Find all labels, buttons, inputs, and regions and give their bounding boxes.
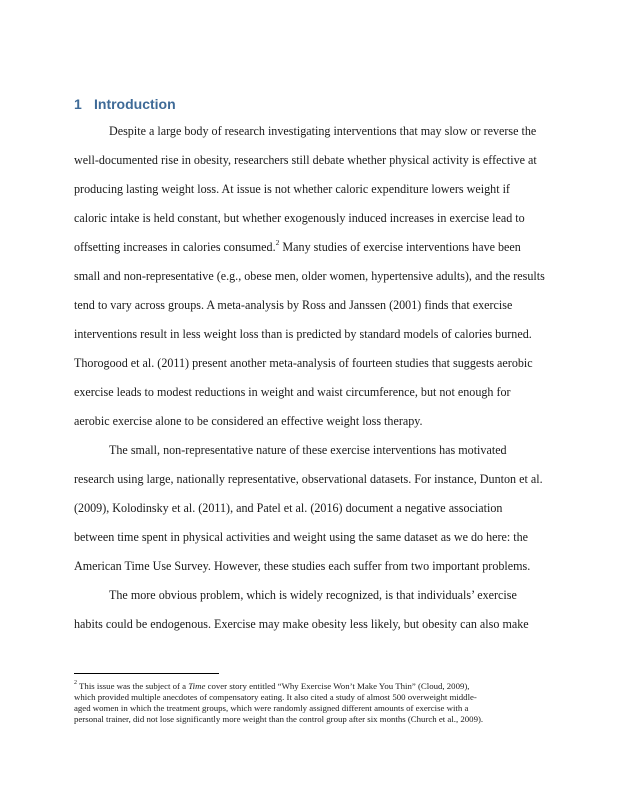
footnote-text: cover story entitled “Why Exercise Won’t Make You Thin” (Cloud, 2009),: [207, 681, 470, 691]
body-line: (2009), Kolodinsky et al. (2011), and Patel et al. (2016) document a negative association: [74, 501, 503, 515]
body-line: caloric intake is held constant, but whether exogenously induced increases in exercise lead to: [74, 211, 525, 225]
body-line: exercise leads to modest reductions in weight and waist circumference, but not enough for: [74, 385, 511, 399]
footnote-text: This issue was the subject of a: [79, 681, 187, 691]
footnote-separator: [74, 673, 219, 674]
body-line: Despite a large body of research investigating interventions that may slow or reverse the: [109, 124, 537, 138]
section-heading: [74, 96, 176, 112]
body-line: aerobic exercise alone to be considered an effective weight loss therapy.: [74, 414, 423, 428]
body-line: well-documented rise in obesity, researchers still debate whether physical activity is effective at: [74, 153, 537, 167]
body-text: Many studies of exercise interventions have been: [282, 240, 521, 254]
body-line: Thorogood et al. (2011) present another meta-analysis of fourteen studies that suggests aerobic: [74, 356, 533, 370]
body-line: research using large, nationally representative, observational datasets. For instance, Dunton et al.: [74, 472, 543, 486]
body-line: [74, 237, 521, 254]
body-text: offsetting increases in calories consumed.: [74, 240, 276, 254]
body-line: The more obvious problem, which is widely recognized, is that individuals’ exercise: [109, 588, 517, 602]
section-title: Introduction: [94, 96, 176, 112]
footnote-line: personal trainer, did not lose significantly more weight than the control group after six months (Church et al., 2009).: [74, 714, 484, 724]
body-line: between time spent in physical activities and weight using the same dataset as we do here: the: [74, 530, 529, 544]
footnote-line: aged women in which the treatment groups, which were randomly assigned different amounts of exercise with a: [74, 703, 469, 713]
body-line: habits could be endogenous. Exercise may make obesity less likely, but obesity can also make: [74, 617, 529, 631]
body-line: American Time Use Survey. However, these studies each suffer from two important problems.: [74, 559, 531, 573]
footnote-italic-title: Time: [188, 681, 206, 691]
footnote-line: [74, 681, 470, 692]
footnote-mark: 2: [74, 680, 77, 687]
footnote-line: which provided multiple anecdotes of compensatory eating. It also cited a study of almost 500 overweight middle-: [74, 692, 477, 702]
body-line: The small, non-representative nature of these exercise interventions has motivated: [109, 443, 507, 457]
section-number: 1: [74, 96, 82, 112]
body-line: tend to vary across groups. A meta-analysis by Ross and Janssen (2001) finds that exercise: [74, 298, 513, 312]
body-line: producing lasting weight loss. At issue is not whether caloric expenditure lowers weight if: [74, 182, 510, 196]
body-line: interventions result in less weight loss than is predicted by standard models of calories burned.: [74, 327, 532, 341]
body-line: small and non-representative (e.g., obese men, older women, hypertensive adults), and the results: [74, 269, 545, 283]
footnote-reference[interactable]: 2: [275, 237, 280, 247]
